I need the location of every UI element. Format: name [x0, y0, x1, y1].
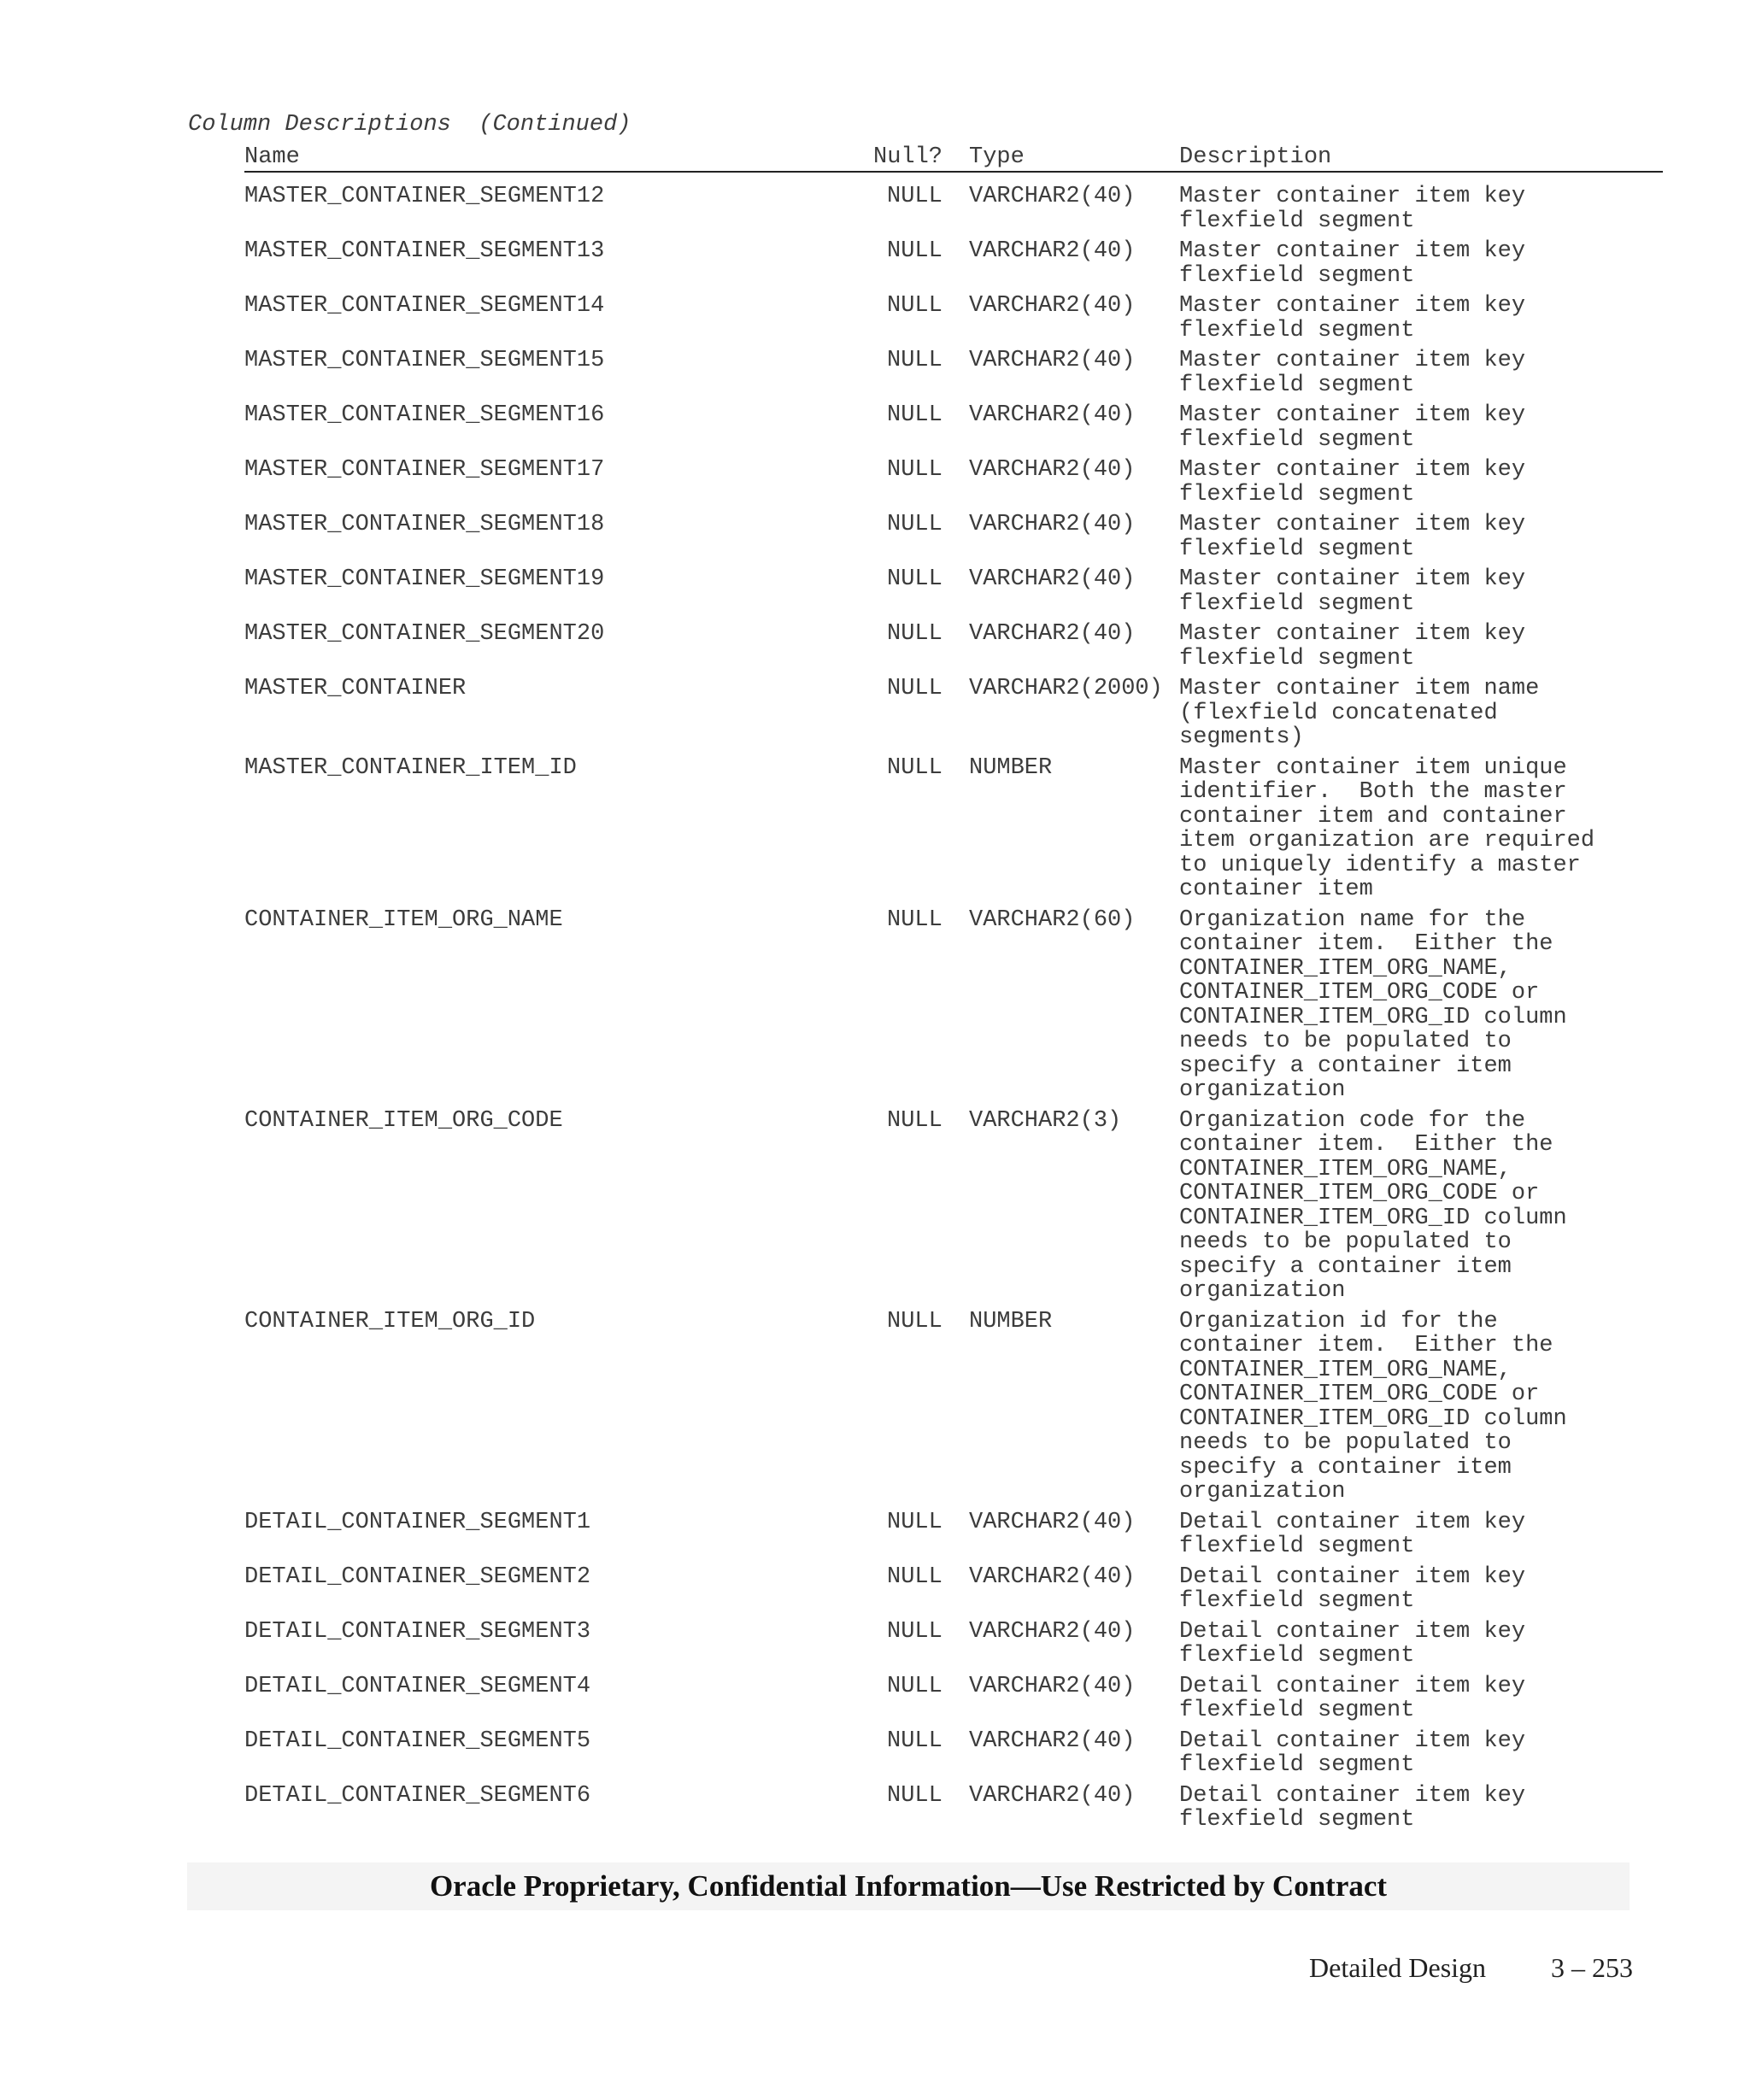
column-name-cell: DETAIL_CONTAINER_SEGMENT4 [244, 1673, 591, 1699]
table-row [0, 294, 1750, 349]
description-cell: Master container item key flexfield segment [1179, 457, 1526, 507]
type-cell: NUMBER [969, 754, 1053, 781]
null-cell: NULL [887, 1509, 943, 1535]
description-cell: Detail container item key flexfield segment [1179, 1618, 1526, 1669]
null-cell: NULL [887, 1618, 943, 1645]
null-cell: NULL [887, 457, 943, 483]
description-cell: Detail container item key flexfield segment [1179, 1673, 1526, 1723]
type-cell: VARCHAR2(40) [969, 348, 1136, 373]
table-row [0, 1784, 1750, 1839]
column-header-null: Null? [873, 144, 943, 170]
null-cell: NULL [887, 1308, 943, 1334]
type-cell: VARCHAR2(40) [969, 457, 1136, 483]
null-cell: NULL [887, 293, 943, 319]
column-name-cell: MASTER_CONTAINER_SEGMENT18 [244, 512, 605, 537]
table-row [0, 567, 1750, 622]
type-cell: VARCHAR2(40) [969, 402, 1136, 428]
description-cell: Detail container item key flexfield segment [1179, 1563, 1526, 1614]
null-cell: NULL [887, 754, 943, 781]
column-header-type: Type [969, 144, 1025, 170]
column-name-cell: MASTER_CONTAINER [244, 676, 467, 701]
description-cell: Master container item unique identifier. Both the master container item and container item organization are required to uniquely identify a master container item [1179, 754, 1595, 902]
column-table [0, 185, 1750, 1839]
type-cell: VARCHAR2(40) [969, 293, 1136, 319]
table-row [0, 239, 1750, 294]
type-cell: VARCHAR2(40) [969, 1618, 1136, 1645]
table-row [0, 1675, 1750, 1729]
footer-page-number: 3 – 253 [1551, 1952, 1633, 1983]
table-row [0, 1109, 1750, 1310]
type-cell: VARCHAR2(40) [969, 621, 1136, 647]
table-row [0, 622, 1750, 677]
null-cell: NULL [887, 1563, 943, 1590]
null-cell: NULL [887, 676, 943, 701]
table-row [0, 1310, 1750, 1510]
table-row [0, 349, 1750, 403]
table-row [0, 458, 1750, 513]
type-cell: VARCHAR2(40) [969, 1673, 1136, 1699]
description-cell: Master container item key flexfield segment [1179, 348, 1526, 398]
column-name-cell: MASTER_CONTAINER_SEGMENT20 [244, 621, 605, 647]
column-name-cell: DETAIL_CONTAINER_SEGMENT5 [244, 1728, 591, 1754]
null-cell: NULL [887, 1728, 943, 1754]
type-cell: VARCHAR2(40) [969, 1563, 1136, 1590]
null-cell: NULL [887, 238, 943, 264]
description-cell: Master container item key flexfield segment [1179, 293, 1526, 343]
confidentiality-banner: Oracle Proprietary, Confidential Information––Use Restricted by Contract [187, 1862, 1630, 1910]
description-cell: Organization id for the container item. Either the CONTAINER_ITEM_ORG_NAME, CONTAINER_ITEM_ORG_CODE or CONTAINER_ITEM_ORG_ID column needs to be populated to specify a container item organization [1179, 1308, 1567, 1505]
null-cell: NULL [887, 402, 943, 428]
column-name-cell: MASTER_CONTAINER_SEGMENT15 [244, 348, 605, 373]
description-cell: Detail container item key flexfield segment [1179, 1509, 1526, 1559]
column-name-cell: MASTER_CONTAINER_SEGMENT13 [244, 238, 605, 264]
description-cell: Organization code for the container item. Either the CONTAINER_ITEM_ORG_NAME, CONTAINER_ITEM_ORG_CODE or CONTAINER_ITEM_ORG_ID column needs to be populated to specify a container item organization [1179, 1107, 1567, 1304]
type-cell: VARCHAR2(40) [969, 1728, 1136, 1754]
type-cell: VARCHAR2(40) [969, 566, 1136, 592]
description-cell: Master container item key flexfield segment [1179, 184, 1526, 234]
type-cell: VARCHAR2(40) [969, 184, 1136, 209]
type-cell: VARCHAR2(40) [969, 1782, 1136, 1809]
type-cell: VARCHAR2(60) [969, 906, 1136, 933]
description-cell: Master container item name (flexfield concatenated segments) [1179, 676, 1540, 750]
header-rule [244, 171, 1663, 173]
type-cell: VARCHAR2(40) [969, 1509, 1136, 1535]
description-cell: Master container item key flexfield segment [1179, 402, 1526, 453]
null-cell: NULL [887, 1782, 943, 1809]
column-name-cell: MASTER_CONTAINER_SEGMENT14 [244, 293, 605, 319]
null-cell: NULL [887, 1107, 943, 1134]
table-row [0, 1510, 1750, 1565]
table-row [0, 677, 1750, 756]
column-name-cell: CONTAINER_ITEM_ORG_CODE [244, 1107, 563, 1134]
table-row [0, 513, 1750, 567]
column-name-cell: MASTER_CONTAINER_SEGMENT17 [244, 457, 605, 483]
column-name-cell: MASTER_CONTAINER_SEGMENT19 [244, 566, 605, 592]
table-row [0, 1620, 1750, 1675]
null-cell: NULL [887, 566, 943, 592]
column-header-name: Name [244, 144, 300, 170]
description-cell: Master container item key flexfield segment [1179, 512, 1526, 562]
table-row [0, 908, 1750, 1109]
column-name-cell: MASTER_CONTAINER_SEGMENT12 [244, 184, 605, 209]
table-row [0, 756, 1750, 908]
description-cell: Detail container item key flexfield segment [1179, 1728, 1526, 1778]
column-name-cell: MASTER_CONTAINER_ITEM_ID [244, 754, 577, 781]
null-cell: NULL [887, 512, 943, 537]
column-name-cell: DETAIL_CONTAINER_SEGMENT2 [244, 1563, 591, 1590]
table-caption: Column Descriptions (Continued) [188, 112, 631, 138]
description-cell: Master container item key flexfield segment [1179, 566, 1526, 617]
null-cell: NULL [887, 621, 943, 647]
table-row [0, 1565, 1750, 1620]
type-cell: VARCHAR2(40) [969, 238, 1136, 264]
table-row [0, 403, 1750, 458]
type-cell: VARCHAR2(3) [969, 1107, 1122, 1134]
type-cell: NUMBER [969, 1308, 1053, 1334]
table-row [0, 1729, 1750, 1784]
description-cell: Master container item key flexfield segment [1179, 621, 1526, 672]
type-cell: VARCHAR2(40) [969, 512, 1136, 537]
table-row [0, 185, 1750, 239]
column-name-cell: DETAIL_CONTAINER_SEGMENT1 [244, 1509, 591, 1535]
description-cell: Master container item key flexfield segment [1179, 238, 1526, 289]
type-cell: VARCHAR2(2000) [969, 676, 1163, 701]
null-cell: NULL [887, 348, 943, 373]
column-name-cell: MASTER_CONTAINER_SEGMENT16 [244, 402, 605, 428]
column-name-cell: DETAIL_CONTAINER_SEGMENT6 [244, 1782, 591, 1809]
description-cell: Detail container item key flexfield segment [1179, 1782, 1526, 1833]
column-header-description: Description [1179, 144, 1332, 170]
column-name-cell: DETAIL_CONTAINER_SEGMENT3 [244, 1618, 591, 1645]
null-cell: NULL [887, 906, 943, 933]
null-cell: NULL [887, 184, 943, 209]
null-cell: NULL [887, 1673, 943, 1699]
column-name-cell: CONTAINER_ITEM_ORG_NAME [244, 906, 563, 933]
description-cell: Organization name for the container item. Either the CONTAINER_ITEM_ORG_NAME, CONTAINER_ITEM_ORG_CODE or CONTAINER_ITEM_ORG_ID column needs to be populated to specify a container item organization [1179, 906, 1567, 1103]
footer-section-title: Detailed Design [1309, 1952, 1487, 1983]
column-name-cell: CONTAINER_ITEM_ORG_ID [244, 1308, 536, 1334]
